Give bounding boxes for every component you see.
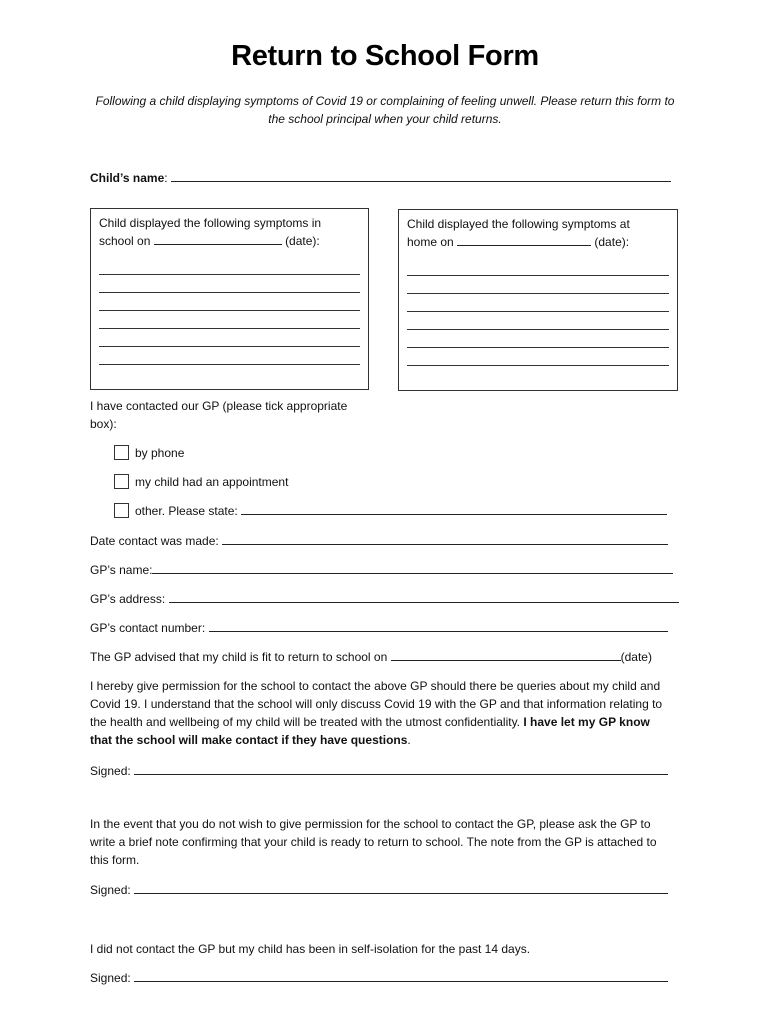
by-phone-label: by phone: [135, 446, 185, 460]
option-by-phone[interactable]: [114, 444, 184, 462]
symptom-line[interactable]: [407, 311, 669, 312]
symptom-line[interactable]: [99, 274, 360, 275]
date-contact-label: Date contact was made:: [90, 534, 219, 548]
signed-label: Signed:: [90, 764, 131, 778]
permission-text: I hereby give permission for the school to contact the above GP should there be queries about my child and Covid 19. I understand that the school will only discuss Covid 19 with the GP and that information relating to the health and wellbeing of my child will be treated with the utmost confidentiality.: [90, 679, 663, 729]
school-symptoms-box: [90, 208, 369, 390]
appointment-checkbox[interactable]: [114, 474, 129, 489]
gp-contact-number-label: GP’s contact number:: [90, 621, 206, 635]
option-other[interactable]: [114, 502, 667, 520]
gp-contact-number-field[interactable]: [209, 619, 668, 632]
symptom-line[interactable]: [407, 365, 669, 366]
signature-field-2[interactable]: [134, 881, 668, 894]
childs-name-field[interactable]: [171, 169, 671, 182]
symptom-line[interactable]: [99, 364, 360, 365]
permission-end: .: [407, 733, 411, 747]
symptom-line[interactable]: [99, 346, 360, 347]
symptom-line[interactable]: [407, 293, 669, 294]
signed-row-2: [90, 881, 668, 899]
gp-advised-row: [90, 648, 652, 666]
gp-address-row: [90, 590, 679, 608]
other-state-field[interactable]: [241, 502, 667, 515]
home-symptoms-lines[interactable]: [407, 275, 669, 366]
appointment-label: my child had an appointment: [135, 475, 289, 489]
childs-name-colon: :: [164, 171, 168, 185]
signed-row-1: [90, 762, 668, 780]
school-date-row: [99, 232, 360, 250]
no-permission-paragraph: In the event that you do not wish to give permission for the school to contact the GP, please ask the GP to write a brief note confirming that your child is ready to return to school. The note from the GP is attached to this form.: [90, 817, 657, 867]
symptom-line[interactable]: [99, 310, 360, 311]
school-date-prefix: school on: [99, 234, 151, 248]
childs-name-row: [90, 169, 671, 187]
gp-name-label: GP’s name:: [90, 563, 153, 577]
home-date-prefix: home on: [407, 235, 454, 249]
school-symptoms-lines[interactable]: [99, 274, 360, 365]
form-instructions: Following a child displaying symptoms of Covid 19 or complaining of feeling unwell. Please return this form to the school principal when your child returns.: [95, 94, 675, 126]
home-date-suffix: (date):: [594, 235, 630, 249]
signature-field-1[interactable]: [134, 762, 668, 775]
signed-row-3: [90, 969, 668, 987]
symptom-line[interactable]: [99, 292, 360, 293]
permission-bold-text: I have let my GP know that the school will make contact if they have questions: [90, 715, 650, 747]
symptom-line[interactable]: [407, 275, 669, 276]
signed-label: Signed:: [90, 883, 131, 897]
gp-contact-prompt: I have contacted our GP (please tick appropriate box):: [90, 399, 348, 431]
signature-field-3[interactable]: [134, 969, 668, 982]
other-checkbox[interactable]: [114, 503, 129, 518]
date-contact-field[interactable]: [222, 532, 668, 545]
signed-label: Signed:: [90, 971, 131, 985]
gp-address-label: GP’s address:: [90, 592, 166, 606]
symptom-line[interactable]: [407, 347, 669, 348]
school-date-suffix: (date):: [285, 234, 320, 248]
by-phone-checkbox[interactable]: [114, 445, 129, 460]
home-date-field[interactable]: [457, 233, 591, 246]
home-symptoms-box: [398, 209, 678, 391]
page-title: Return to School Form: [231, 40, 539, 72]
symptom-line[interactable]: [407, 329, 669, 330]
option-appointment[interactable]: [114, 473, 288, 491]
childs-name-label: Child’s name: [90, 171, 165, 185]
school-date-field[interactable]: [154, 232, 282, 245]
gp-address-field[interactable]: [169, 590, 679, 603]
gp-advised-prefix: The GP advised that my child is fit to return to school on: [90, 650, 388, 664]
permission-paragraph: [90, 677, 675, 749]
school-symptoms-heading: Child displayed the following symptoms in: [99, 216, 322, 230]
home-date-row: [407, 233, 669, 251]
gp-name-row: [90, 561, 673, 579]
gp-advised-suffix: (date): [620, 650, 652, 664]
other-label: other. Please state:: [135, 504, 238, 518]
gp-name-field[interactable]: [152, 561, 673, 574]
home-symptoms-heading: Child displayed the following symptoms at: [407, 217, 630, 231]
gp-contact-number-row: [90, 619, 668, 637]
self-isolation-statement: I did not contact the GP but my child has been in self-isolation for the past 14 days.: [90, 942, 531, 956]
date-contact-row: [90, 532, 668, 550]
symptom-line[interactable]: [99, 328, 360, 329]
return-date-field[interactable]: [391, 648, 621, 661]
